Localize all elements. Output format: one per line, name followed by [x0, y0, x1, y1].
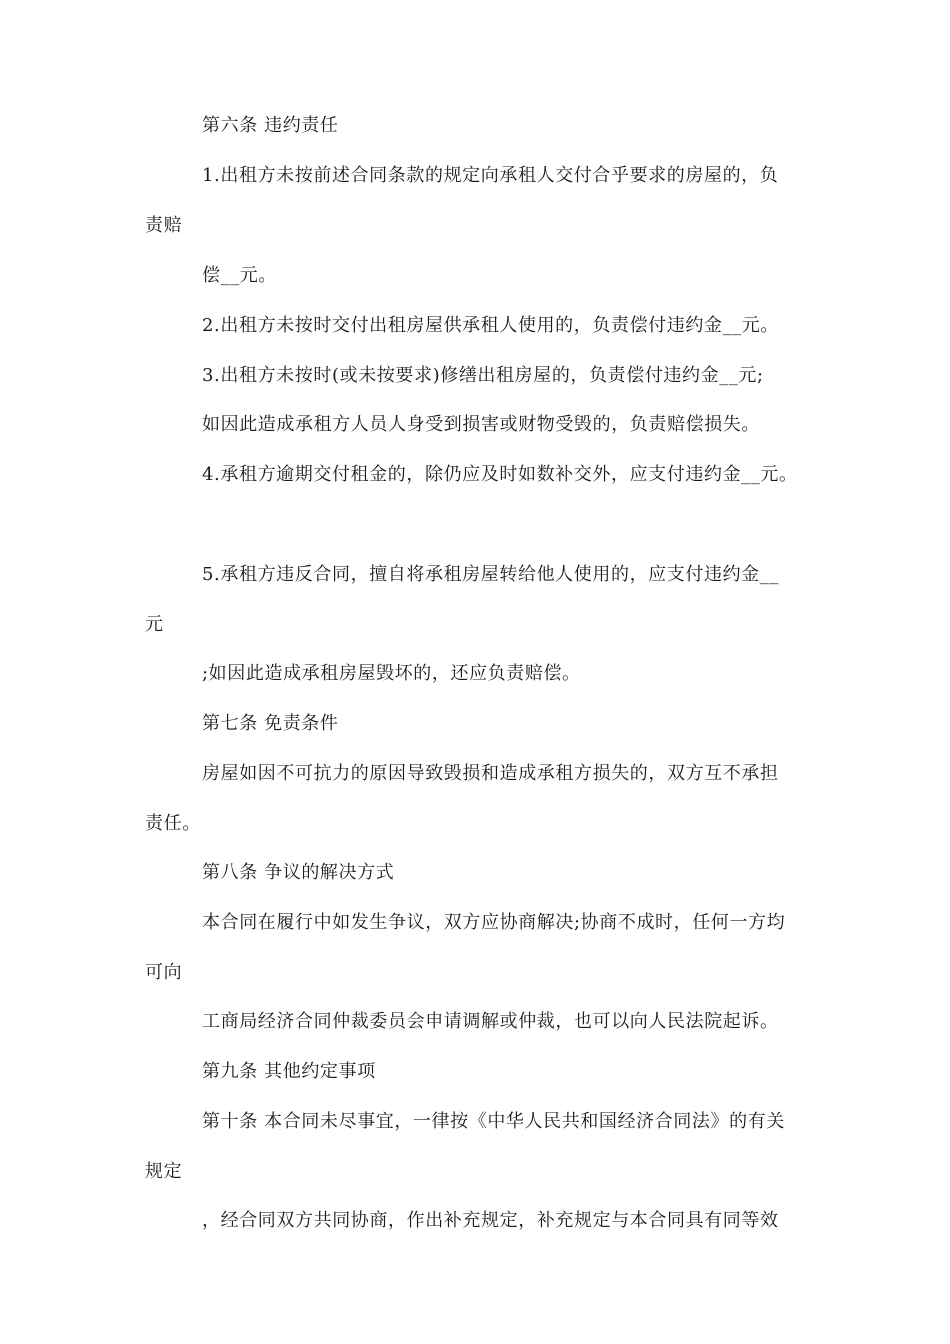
paragraph-line: 5.承租方违反合同，擅自将承租房屋转给他人使用的，应支付违约金__	[202, 564, 779, 585]
paragraph-line: 2.出租方未按时交付出租房屋供承租人使用的，负责偿付违约金__元。	[202, 315, 779, 336]
paragraph-line: 工商局经济合同仲裁委员会申请调解或仲裁，也可以向人民法院起诉。	[202, 1011, 779, 1032]
paragraph-line: 责赔	[145, 215, 183, 236]
article-8-heading: 第八条 争议的解决方式	[202, 862, 395, 883]
paragraph-line: 1.出租方未按前述合同条款的规定向承租人交付合乎要求的房屋的，负	[202, 165, 779, 186]
paragraph-line: 3.出租方未按时(或未按要求)修缮出租房屋的，负责偿付违约金__元;	[202, 365, 764, 386]
paragraph-line: 责任。	[145, 813, 201, 834]
paragraph-line: 偿__元。	[202, 265, 277, 286]
paragraph-line: 规定	[145, 1161, 183, 1182]
paragraph-line: 可向	[145, 962, 183, 983]
article-7-heading: 第七条 免责条件	[202, 713, 339, 734]
article-10-heading: 第十条 本合同未尽事宜，一律按《中华人民共和国经济合同法》的有关	[202, 1111, 785, 1132]
article-6-heading: 第六条 违约责任	[202, 115, 339, 136]
paragraph-line: 如因此造成承租方人员人身受到损害或财物受毁的，负责赔偿损失。	[202, 414, 760, 435]
paragraph-line: ;如因此造成承租房屋毁坏的，还应负责赔偿。	[202, 663, 581, 684]
paragraph-line: 元	[145, 614, 164, 635]
paragraph-line: 4.承租方逾期交付租金的，除仍应及时如数补交外，应支付违约金__元。	[202, 464, 798, 485]
paragraph-line: 房屋如因不可抗力的原因导致毁损和造成承租方损失的，双方互不承担	[202, 763, 779, 784]
article-9-heading: 第九条 其他约定事项	[202, 1061, 376, 1082]
paragraph-line: 本合同在履行中如发生争议，双方应协商解决;协商不成时，任何一方均	[202, 912, 786, 933]
paragraph-line: ，经合同双方共同协商，作出补充规定，补充规定与本合同具有同等效	[202, 1210, 779, 1231]
